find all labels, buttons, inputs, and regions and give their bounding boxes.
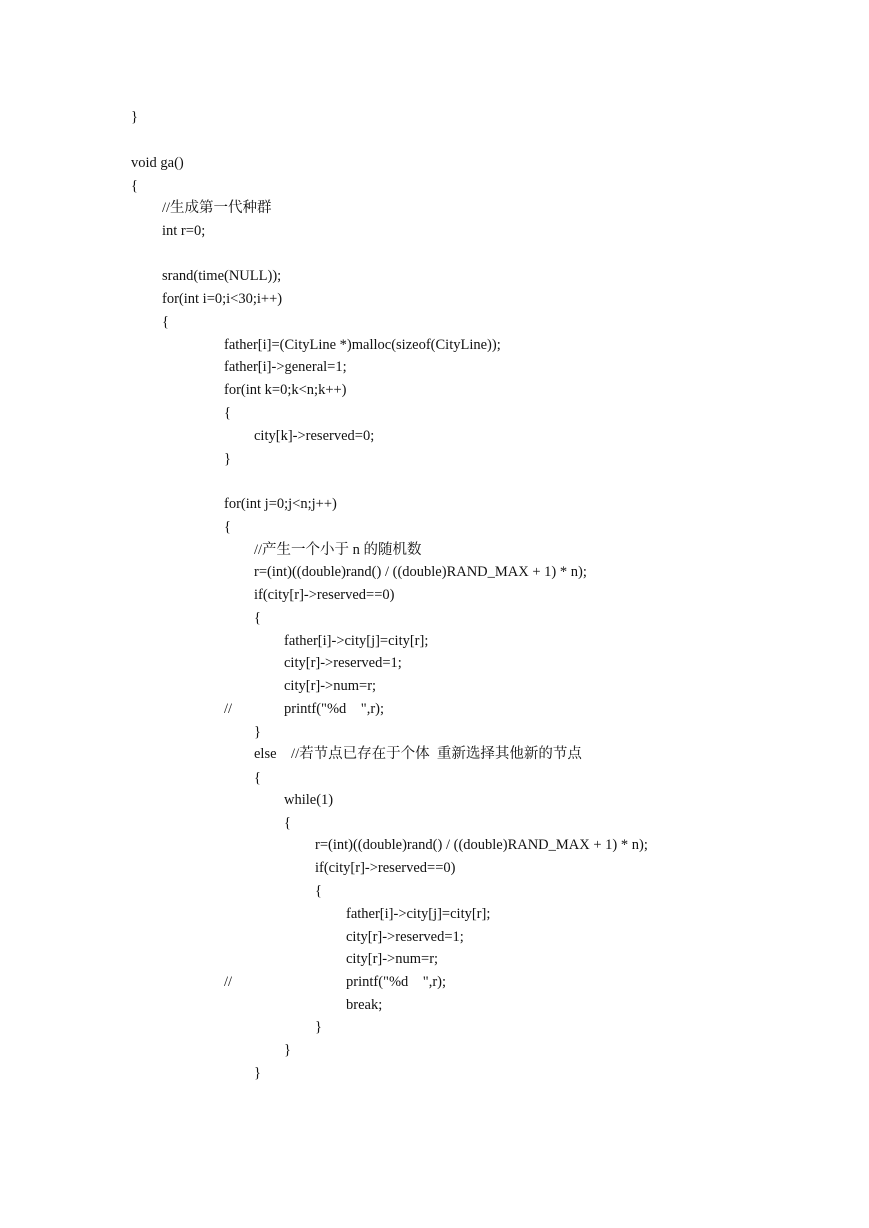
code-line: // (224, 701, 233, 717)
code-line: father[i]->city[j]=city[r]; (346, 906, 491, 922)
code-line: { (224, 519, 231, 535)
code-line: } (315, 1019, 322, 1035)
code-line: else //若节点已存在于个体 重新选择其他新的节点 (254, 746, 582, 762)
code-line: // (224, 974, 233, 990)
code-line: if(city[r]->reserved==0) (315, 860, 456, 876)
code-line: city[r]->num=r; (284, 678, 377, 694)
code-line: city[r]->reserved=1; (284, 655, 402, 671)
code-line: { (315, 883, 322, 899)
code-line: father[i]->city[j]=city[r]; (284, 633, 429, 649)
code-line: father[i]->general=1; (224, 359, 347, 375)
code-line: for(int k=0;k<n;k++) (224, 382, 347, 398)
code-line: } (254, 724, 261, 740)
code-line: { (254, 610, 261, 626)
code-line: void ga() (131, 155, 184, 171)
code-line: city[r]->num=r; (346, 951, 439, 967)
code-line: //产生一个小于 n 的随机数 (254, 542, 422, 558)
code-line: int r=0; (162, 223, 206, 239)
code-line: srand(time(NULL)); (162, 268, 282, 284)
code-line: if(city[r]->reserved==0) (254, 587, 395, 603)
code-line: for(int i=0;i<30;i++) (162, 291, 283, 307)
code-line: } (254, 1065, 261, 1081)
code-line: r=(int)((double)rand() / ((double)RAND_MAX + 1) * n); (254, 564, 587, 580)
code-line: city[r]->reserved=1; (346, 929, 464, 945)
code-line: break; (346, 997, 383, 1013)
code-line: printf("%d ",r); (346, 974, 447, 990)
code-line: } (131, 109, 138, 125)
code-line: } (284, 1042, 291, 1058)
code-line: } (224, 451, 231, 467)
code-line: father[i]=(CityLine *)malloc(sizeof(CityLine)); (224, 337, 501, 353)
code-line: { (224, 405, 231, 421)
code-line: { (254, 770, 261, 786)
code-line: printf("%d ",r); (284, 701, 385, 717)
code-line: while(1) (284, 792, 334, 808)
code-line: for(int j=0;j<n;j++) (224, 496, 337, 512)
code-line: { (284, 815, 291, 831)
code-line: { (131, 178, 138, 194)
code-line: r=(int)((double)rand() / ((double)RAND_MAX + 1) * n); (315, 837, 648, 853)
code-line: //生成第一代种群 (162, 200, 272, 216)
code-line: { (162, 314, 169, 330)
code-line: city[k]->reserved=0; (254, 428, 375, 444)
